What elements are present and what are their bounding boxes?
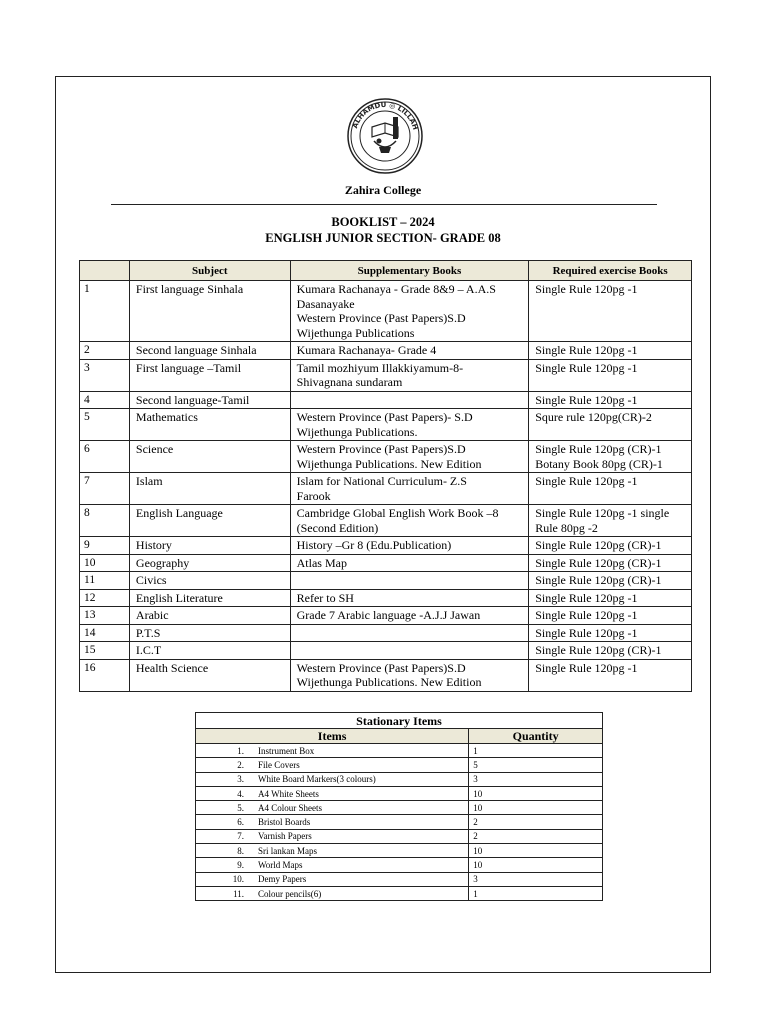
list-item <box>196 844 603 858</box>
supplementary-books-cell <box>290 391 529 409</box>
quantity-cell: 1 <box>469 886 603 900</box>
quantity-cell: 10 <box>469 844 603 858</box>
quantity-cell: 1 <box>469 744 603 758</box>
table-row <box>80 281 692 342</box>
row-number: 12 <box>80 589 130 607</box>
item-cell <box>196 886 469 900</box>
subject-cell: History <box>129 537 290 555</box>
subject-cell: Second language-Tamil <box>129 391 290 409</box>
row-number: 13 <box>80 607 130 625</box>
column-header-number <box>80 261 130 281</box>
row-number: 3 <box>80 359 130 391</box>
list-item <box>196 829 603 843</box>
table-row <box>80 441 692 473</box>
booklist-table <box>79 260 692 692</box>
list-item <box>196 886 603 900</box>
exercise-books-cell: Squre rule 120pg(CR)-2 <box>529 409 692 441</box>
item-cell <box>196 815 469 829</box>
table-row <box>80 505 692 537</box>
item-cell <box>196 829 469 843</box>
table-row <box>80 409 692 441</box>
column-header-exercise-books: Required exercise Books <box>529 261 692 281</box>
item-cell <box>196 872 469 886</box>
table-row <box>80 624 692 642</box>
quantity-cell: 3 <box>469 872 603 886</box>
booklist-title: BOOKLIST – 2024 <box>331 215 435 229</box>
exercise-books-cell: Single Rule 120pg -1 <box>529 342 692 360</box>
supplementary-books-cell: Western Province (Past Papers)- S.D Wijethunga Publications. <box>290 409 529 441</box>
item-name: Instrument Box <box>258 745 315 756</box>
subject-cell: Civics <box>129 572 290 590</box>
subject-cell: Health Science <box>129 659 290 691</box>
stationary-caption: Stationary Items <box>196 713 603 729</box>
row-number: 4 <box>80 391 130 409</box>
item-number: 8. <box>237 845 244 856</box>
quantity-cell: 3 <box>469 772 603 786</box>
quantity-cell: 2 <box>469 829 603 843</box>
table-row <box>80 589 692 607</box>
stationary-body <box>196 744 603 901</box>
subject-cell: Islam <box>129 473 290 505</box>
item-number: 11. <box>233 888 244 899</box>
item-cell <box>196 801 469 815</box>
item-cell <box>196 844 469 858</box>
item-name: A4 Colour Sheets <box>258 802 322 813</box>
item-number: 5. <box>237 802 244 813</box>
quantity-cell: 10 <box>469 786 603 800</box>
supplementary-books-cell: History –Gr 8 (Edu.Publication) <box>290 537 529 555</box>
item-number: 1. <box>237 745 244 756</box>
item-number: 4. <box>237 788 244 799</box>
item-number: 7. <box>237 831 244 842</box>
school-crest-logo <box>346 97 424 175</box>
subject-cell: First language Sinhala <box>129 281 290 342</box>
table-row <box>80 537 692 555</box>
supplementary-books-cell: Kumara Rachanaya- Grade 4 <box>290 342 529 360</box>
table-row <box>80 659 692 691</box>
subject-cell: Arabic <box>129 607 290 625</box>
subject-cell: English Language <box>129 505 290 537</box>
exercise-books-cell: Single Rule 120pg -1 <box>529 281 692 342</box>
header-divider <box>111 204 657 205</box>
row-number: 1 <box>80 281 130 342</box>
supplementary-books-cell: Kumara Rachanaya - Grade 8&9 – A.A.S Dasanayake Western Province (Past Papers)S.D Wijethunga Publications <box>290 281 529 342</box>
exercise-books-cell: Single Rule 120pg -1 single Rule 80pg -2 <box>529 505 692 537</box>
column-header-supplementary-books: Supplementary Books <box>290 261 529 281</box>
supplementary-books-cell <box>290 572 529 590</box>
list-item <box>196 772 603 786</box>
item-cell <box>196 758 469 772</box>
subject-cell: I.C.T <box>129 642 290 660</box>
exercise-books-cell: Single Rule 120pg -1 <box>529 607 692 625</box>
quantity-cell: 10 <box>469 858 603 872</box>
subject-cell: P.T.S <box>129 624 290 642</box>
item-name: Sri lankan Maps <box>258 845 317 856</box>
item-name: World Maps <box>258 860 303 871</box>
row-number: 9 <box>80 537 130 555</box>
subject-cell: Science <box>129 441 290 473</box>
svg-text:ALHAMDU ◎ LILLAH: ALHAMDU ◎ LILLAH <box>351 100 420 131</box>
supplementary-books-cell: Islam for National Curriculum- Z.S Farook <box>290 473 529 505</box>
table-row <box>80 642 692 660</box>
subject-cell: Geography <box>129 554 290 572</box>
list-item <box>196 744 603 758</box>
item-cell <box>196 786 469 800</box>
table-row <box>80 342 692 360</box>
table-row <box>80 554 692 572</box>
subject-cell: Second language Sinhala <box>129 342 290 360</box>
exercise-books-cell: Single Rule 120pg -1 <box>529 473 692 505</box>
column-header-items: Items <box>196 729 469 744</box>
item-name: White Board Markers(3 colours) <box>258 774 376 785</box>
exercise-books-cell: Single Rule 120pg (CR)-1 <box>529 642 692 660</box>
item-cell <box>196 772 469 786</box>
supplementary-books-cell: Tamil mozhiyum Illakkiyamum-8- Shivagnana sundaram <box>290 359 529 391</box>
row-number: 7 <box>80 473 130 505</box>
quantity-cell: 2 <box>469 815 603 829</box>
row-number: 5 <box>80 409 130 441</box>
list-item <box>196 858 603 872</box>
booklist-body <box>80 281 692 692</box>
supplementary-books-cell: Grade 7 Arabic language -A.J.J Jawan <box>290 607 529 625</box>
exercise-books-cell: Single Rule 120pg -1 <box>529 359 692 391</box>
exercise-books-cell: Single Rule 120pg (CR)-1 <box>529 572 692 590</box>
exercise-books-cell: Single Rule 120pg -1 <box>529 391 692 409</box>
stationary-table <box>195 712 603 901</box>
exercise-books-cell: Single Rule 120pg -1 <box>529 624 692 642</box>
supplementary-books-cell <box>290 642 529 660</box>
row-number: 10 <box>80 554 130 572</box>
row-number: 2 <box>80 342 130 360</box>
supplementary-books-cell: Atlas Map <box>290 554 529 572</box>
column-header-subject: Subject <box>129 261 290 281</box>
list-item <box>196 801 603 815</box>
item-name: File Covers <box>258 759 300 770</box>
section-title: ENGLISH JUNIOR SECTION- GRADE 08 <box>265 231 501 245</box>
item-name: Colour pencils(6) <box>258 888 322 899</box>
table-row <box>80 473 692 505</box>
list-item <box>196 758 603 772</box>
school-name: Zahira College <box>344 183 422 197</box>
column-header-quantity: Quantity <box>469 729 603 744</box>
booklist-header-row <box>80 261 692 281</box>
item-name: A4 White Sheets <box>258 788 319 799</box>
supplementary-books-cell: Cambridge Global English Work Book –8 (Second Edition) <box>290 505 529 537</box>
item-name: Bristol Boards <box>258 817 311 828</box>
subject-cell: English Literature <box>129 589 290 607</box>
table-row <box>80 572 692 590</box>
supplementary-books-cell: Refer to SH <box>290 589 529 607</box>
item-name: Demy Papers <box>258 874 307 885</box>
item-number: 2. <box>237 759 244 770</box>
row-number: 6 <box>80 441 130 473</box>
list-item <box>196 786 603 800</box>
table-row <box>80 607 692 625</box>
item-number: 10. <box>232 874 244 885</box>
row-number: 15 <box>80 642 130 660</box>
exercise-books-cell: Single Rule 120pg -1 <box>529 589 692 607</box>
row-number: 16 <box>80 659 130 691</box>
list-item <box>196 872 603 886</box>
document-page <box>55 76 711 973</box>
exercise-books-cell: Single Rule 120pg (CR)-1 <box>529 537 692 555</box>
item-name: Varnish Papers <box>258 831 312 842</box>
item-cell <box>196 858 469 872</box>
quantity-cell: 5 <box>469 758 603 772</box>
table-row <box>80 359 692 391</box>
item-cell <box>196 744 469 758</box>
subject-cell: Mathematics <box>129 409 290 441</box>
list-item <box>196 815 603 829</box>
item-number: 9. <box>237 860 244 871</box>
row-number: 11 <box>80 572 130 590</box>
table-row <box>80 391 692 409</box>
exercise-books-cell: Single Rule 120pg (CR)-1 <box>529 554 692 572</box>
supplementary-books-cell: Western Province (Past Papers)S.D Wijethunga Publications. New Edition <box>290 659 529 691</box>
subject-cell: First language –Tamil <box>129 359 290 391</box>
item-number: 3. <box>237 774 244 785</box>
quantity-cell: 10 <box>469 801 603 815</box>
row-number: 8 <box>80 505 130 537</box>
supplementary-books-cell <box>290 624 529 642</box>
row-number: 14 <box>80 624 130 642</box>
exercise-books-cell: Single Rule 120pg -1 <box>529 659 692 691</box>
supplementary-books-cell: Western Province (Past Papers)S.D Wijethunga Publications. New Edition <box>290 441 529 473</box>
item-number: 6. <box>237 817 244 828</box>
exercise-books-cell: Single Rule 120pg (CR)-1 Botany Book 80pg (CR)-1 <box>529 441 692 473</box>
